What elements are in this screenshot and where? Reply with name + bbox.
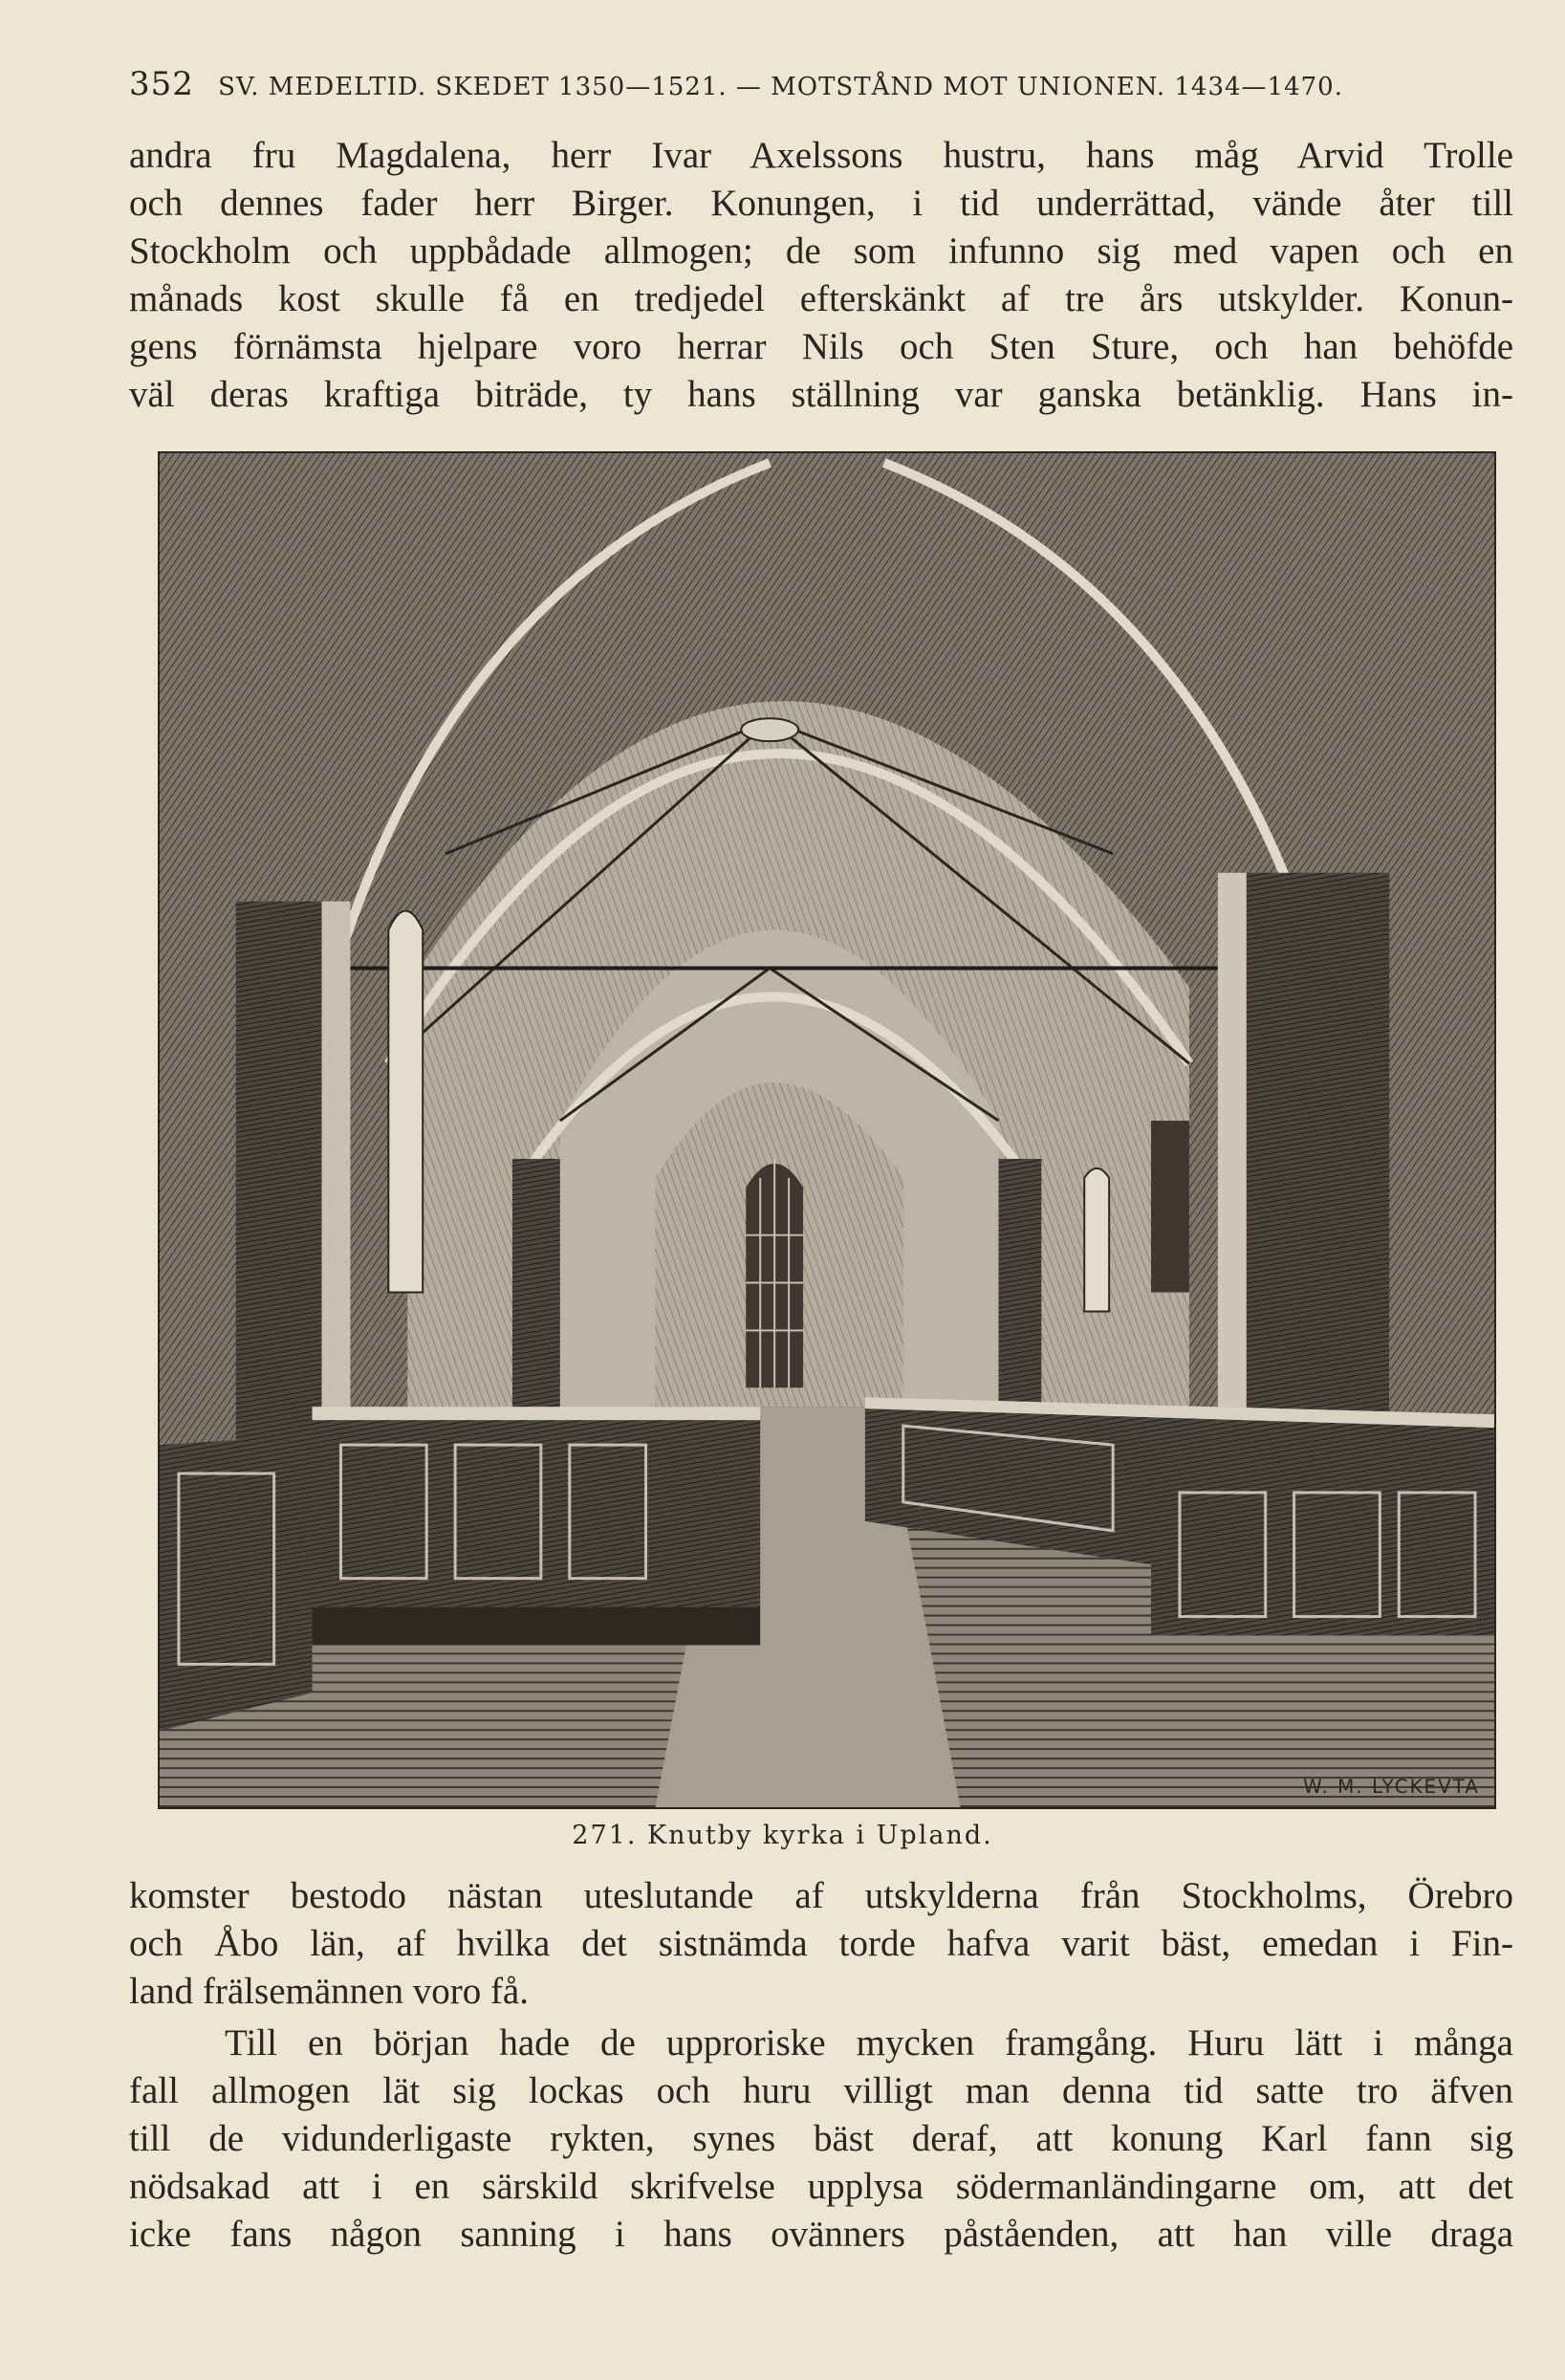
text-line: väl deras kraftiga biträde, ty hans ställning var ganska betänklig. Hans in-	[129, 374, 1513, 415]
text-line: land frälsemännen voro få.	[129, 1971, 529, 2012]
running-header	[129, 65, 1506, 103]
text-line: och dennes fader herr Birger. Konungen, i tid underrättad, vände åter till	[129, 183, 1513, 224]
text-line: andra fru Magdalena, herr Ivar Axelssons hustru, hans måg Arvid Trolle	[129, 135, 1513, 176]
figure-caption: 271. Knutby kyrka i Upland.	[572, 1821, 993, 1850]
engraving-illustration	[160, 453, 1494, 1807]
text-line: nödsakad att i en särskild skrifvelse upplysa södermanländingarne om, att det	[129, 2166, 1513, 2207]
text-line: och Åbo län, af hvilka det sistnämda torde hafva varit bäst, emedan i Fin-	[129, 1923, 1513, 1964]
paragraph-3	[129, 2020, 1513, 2259]
paragraph-2	[129, 1872, 1513, 2016]
paragraph-1	[129, 132, 1513, 419]
running-title: SV. MEDELTID. SKEDET 1350—1521. — MOTSTÅND MOT UNIONEN. 1434—1470.	[218, 73, 1343, 101]
text-line: gens förnämsta hjelpare voro herrar Nils och Sten Sture, och han behöfde	[129, 326, 1513, 367]
text-line: icke fans någon sanning i hans ovänners påståenden, att han ville draga	[129, 2214, 1513, 2255]
church-interior-engraving	[158, 451, 1496, 1809]
engraver-signature: W. M. LYCKEVTA	[1303, 1775, 1481, 1799]
text-line: månads kost skulle få en tredjedel efterskänkt af tre års utskylder. Konun-	[129, 278, 1513, 319]
page-number: 352	[129, 65, 194, 103]
text-line: Stockholm och uppbådade allmogen; de som infunno sig med vapen och en	[129, 230, 1513, 272]
text-line: fall allmogen lät sig lockas och huru villigt man denna tid satte tro äfven	[129, 2070, 1513, 2111]
text-line: Till en början hade de upproriske mycken framgång. Huru lätt i många	[225, 2022, 1513, 2063]
text-line: till de vidunderligaste rykten, synes bäst deraf, att konung Karl fann sig	[129, 2118, 1513, 2159]
text-line: komster bestodo nästan uteslutande af utskylderna från Stockholms, Örebro	[129, 1875, 1513, 1916]
